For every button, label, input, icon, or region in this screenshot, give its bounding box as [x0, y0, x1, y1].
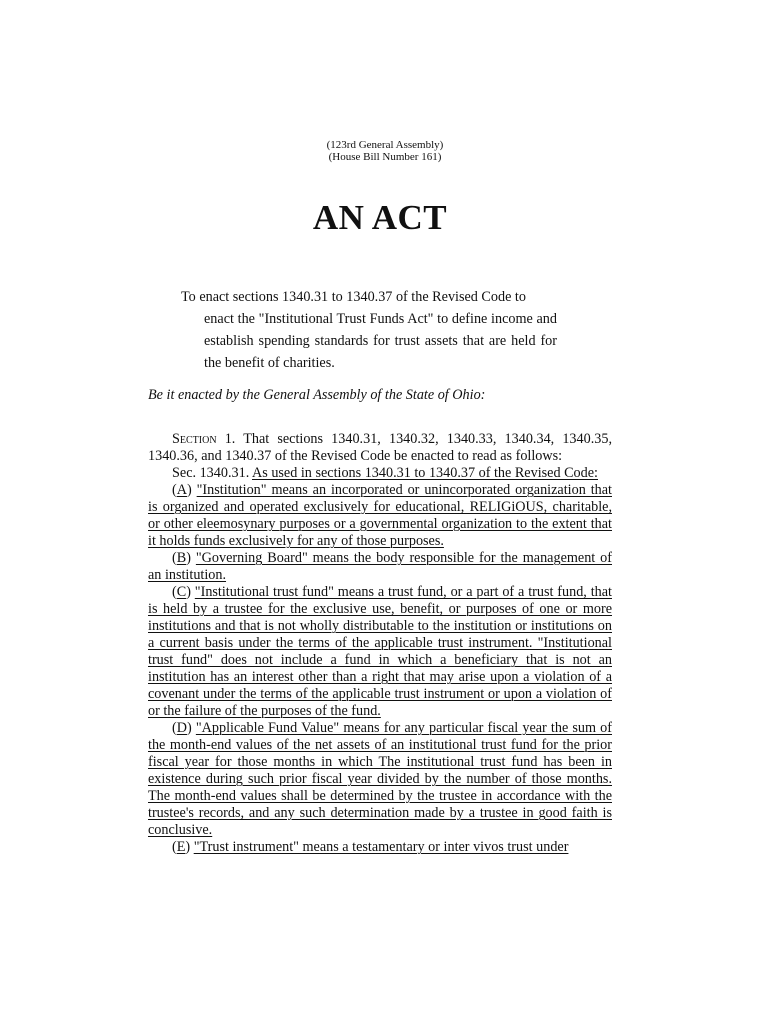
division-e-letter: E [176, 839, 186, 855]
division-e-open: ( [172, 839, 177, 855]
division-e [148, 839, 612, 856]
bill-body [148, 431, 612, 856]
bill-header [0, 139, 770, 163]
sec-1340-31-text: As used in sections 1340.31 to 1340.37 of the Revised Code: [252, 465, 598, 481]
enacting-clause: Be it enacted by the General Assembly of the State of Ohio: [148, 387, 486, 403]
long-title [181, 286, 557, 374]
long-title-first-line: To enact sections 1340.31 to 1340.37 of the Revised Code to [181, 289, 526, 305]
division-a-letter: A [176, 482, 187, 498]
act-title: AN ACT [312, 198, 448, 237]
division-d-close: ) [186, 720, 196, 736]
division-a-close: ) [186, 482, 197, 498]
long-title-rest: enact the "Institutional Trust Funds Act" to define income and establish spending standards for trust assets that are held for the benefit of charities. [204, 311, 557, 371]
sec-1340-31-paragraph [148, 465, 612, 482]
division-c-text: "Institutional trust fund" means a trust fund, or a part of a trust fund, that is held by a trustee for the exclusive use, benefit, or purposes of one or more institutions and that is not wholly distributable to the institution or institutions on a current basis under the terms of the applicable trust instrument. "Institutional trust fund" does not include a fund in which a beneficiary that is not an institution has an interest other than a right that may arise upon a violation of a covenant under the terms of the applicable trust instrument or upon a violation of or the failure of the purposes of the fund. [148, 584, 612, 719]
sec-1340-31-label: Sec. 1340.31. [172, 465, 252, 481]
assembly-line: (123rd General Assembly) [326, 139, 444, 151]
division-c-letter: C [176, 584, 187, 600]
division-c [148, 584, 612, 720]
division-a-open: ( [172, 482, 177, 498]
division-d-text: "Applicable Fund Value" means for any particular fiscal year the sum of the month-end values of the net assets of an institutional trust fund for the prior fiscal year for those months in which The institutional trust fund has been in existence during such prior fiscal year divided by the number of those months. The month-end values shall be determined by the trustee in accordance with the trustee's records, and any such determination made by a trustee in good faith is conclusive. [148, 720, 612, 838]
division-b-open: ( [172, 550, 177, 566]
division-b-close: ) [186, 550, 196, 566]
division-e-close: ) [185, 839, 194, 855]
division-c-open: ( [172, 584, 177, 600]
division-d-letter: D [176, 720, 187, 736]
division-b-text: "Governing Board" means the body responsible for the management of an institution. [148, 550, 612, 583]
division-a [148, 482, 612, 550]
section-1-text: 1. That sections 1340.31, 1340.32, 1340.33, 1340.34, 1340.35, 1340.36, and 1340.37 of the Revised Code be enacted to read as follows: [148, 431, 612, 464]
bill-number-line: (House Bill Number 161) [328, 151, 442, 163]
division-a-text: "Institution" means an incorporated or unincorporated organization that is organized and operated exclusively for educational, RELIGiOUS, charitable, or other eleemosynary purposes or a governmental organization to the extent that it holds funds exclusively for any of those purposes. [148, 482, 612, 549]
section-1-paragraph [148, 431, 612, 465]
division-b-letter: B [176, 550, 187, 566]
section-label: Section [172, 431, 217, 447]
division-e-text: "Trust instrument" means a testamentary or inter vivos trust under [193, 839, 569, 855]
division-d [148, 720, 612, 839]
division-b [148, 550, 612, 584]
division-d-open: ( [172, 720, 177, 736]
division-c-close: ) [186, 584, 195, 600]
